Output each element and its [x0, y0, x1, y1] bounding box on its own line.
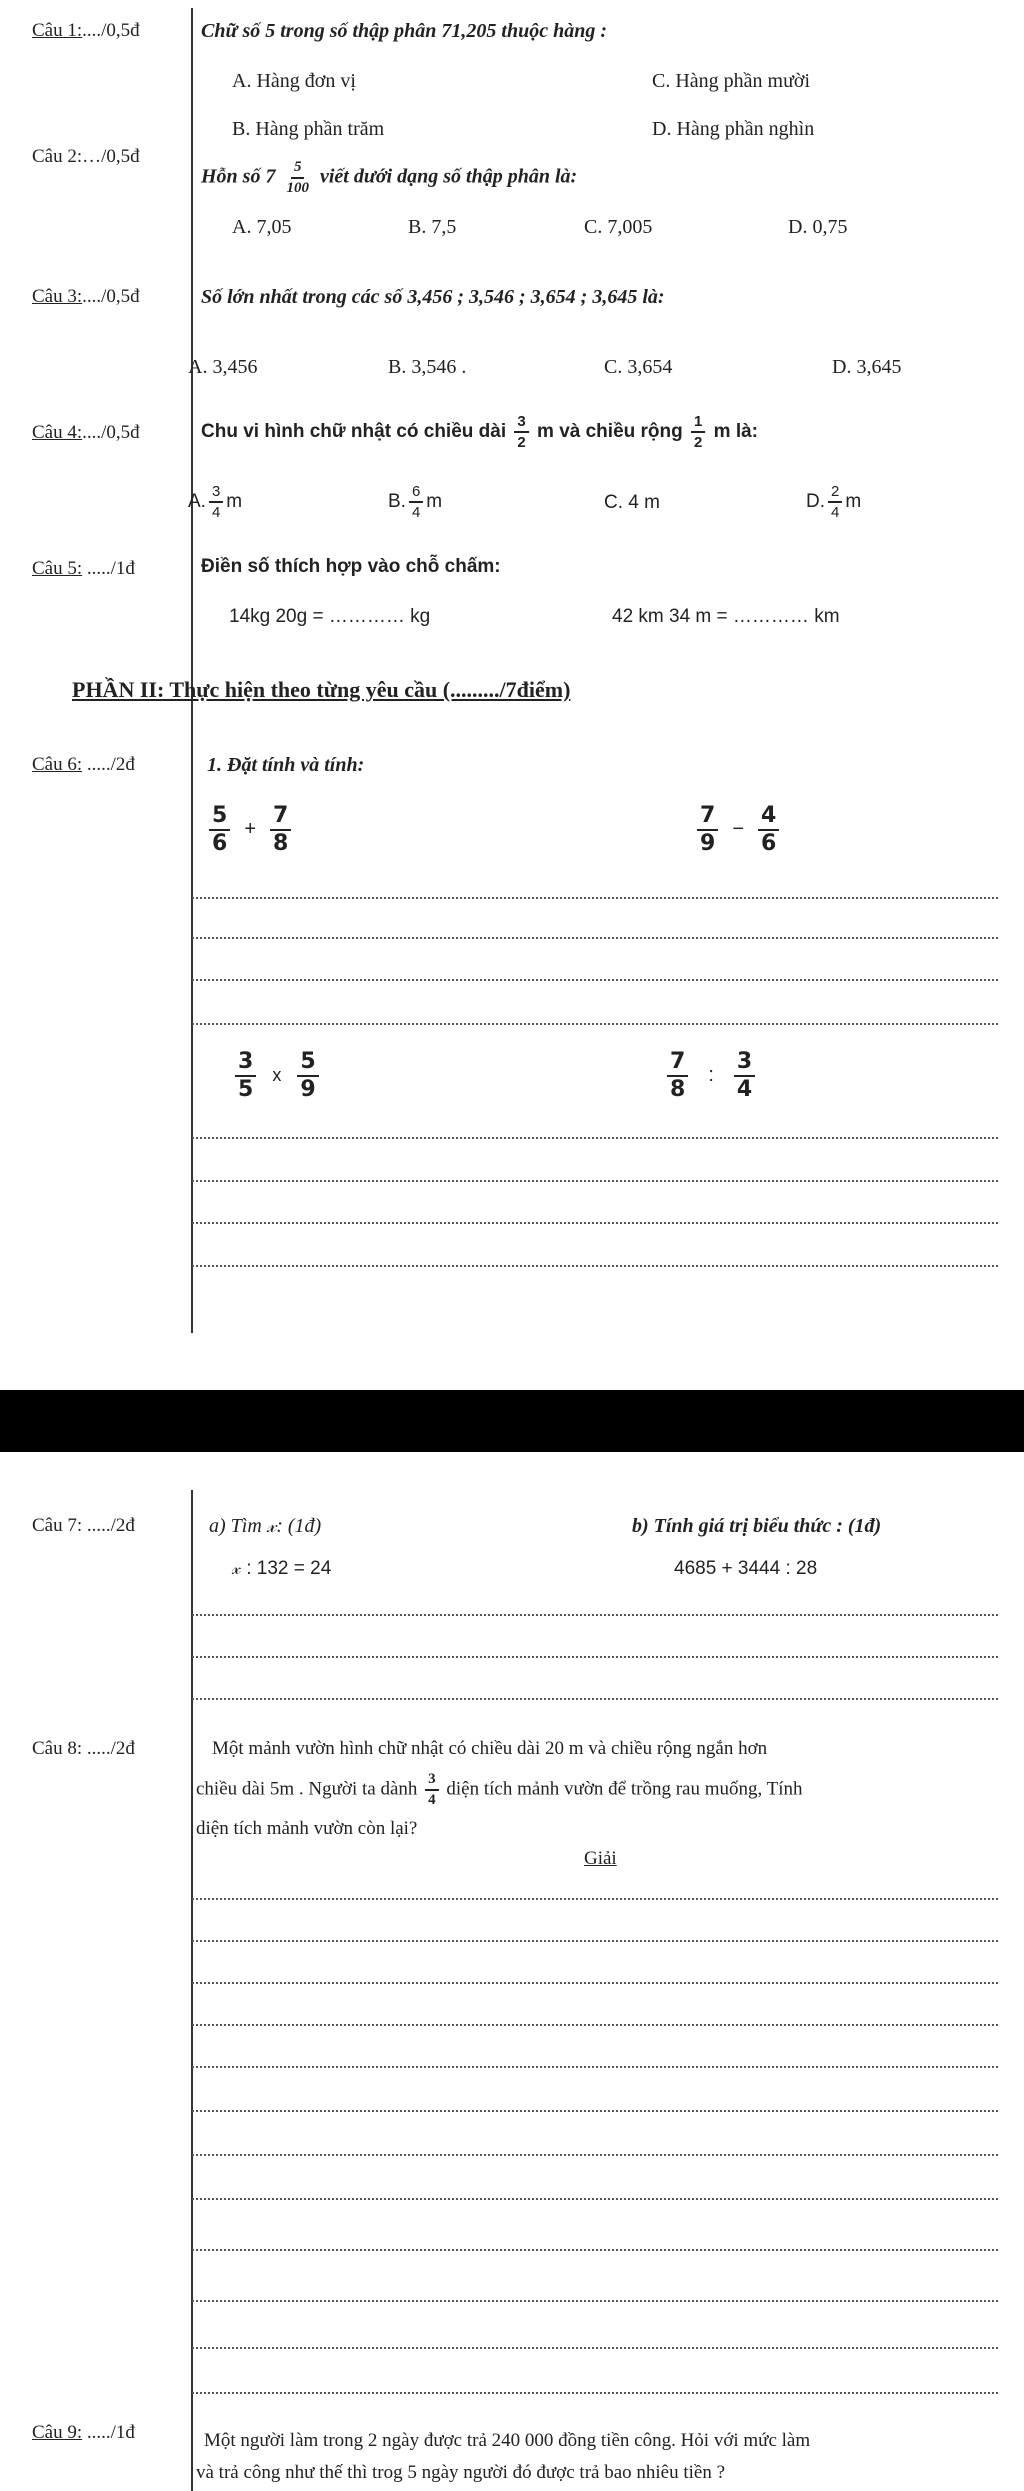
column-divider-bottom [191, 1490, 193, 2491]
q7a-title: a) Tìm 𝓍: (1đ) [209, 1515, 322, 1537]
answer-line[interactable] [192, 1698, 998, 1700]
q4-score: ..../0,5đ [82, 422, 140, 443]
q6-label [32, 754, 135, 776]
q4-stem-post: m là: [713, 421, 758, 443]
q6-e1-n2: 7 [270, 805, 291, 831]
answer-line[interactable] [192, 2198, 998, 2200]
q6-expr-4 [664, 1051, 758, 1101]
q2-stem [201, 160, 577, 196]
answer-line[interactable] [192, 979, 998, 981]
q6-title: 1. Đặt tính và tính: [207, 754, 365, 776]
page-break-band [0, 1390, 1024, 1452]
q4-label [32, 422, 140, 444]
q5-label-text: Câu 5: [32, 558, 83, 579]
q4-stem-mid: m và chiều rộng [537, 421, 683, 443]
q6-e1-frac2 [270, 805, 291, 855]
q8-line1: Một mảnh vườn hình chữ nhật có chiều dài 20 m và chiều rộng ngắn hơn [212, 1738, 768, 1759]
q8-fraction [425, 1772, 439, 1808]
q4-a-den: 4 [211, 504, 221, 521]
q2-option-d[interactable]: D. 0,75 [788, 216, 848, 238]
q2-fraction [283, 160, 312, 196]
q6-e3-frac2 [297, 1051, 318, 1101]
q9-score: ...../1đ [82, 2422, 135, 2443]
q9-label [32, 2422, 135, 2444]
q4-b-unit: m [426, 491, 443, 513]
q3-option-a[interactable]: A. 3,456 [188, 356, 258, 378]
q4-wid-den: 2 [694, 434, 703, 451]
q4-d-fraction [828, 484, 842, 520]
q6-e4-frac1 [667, 1051, 688, 1101]
q6-e4-op: : [708, 1063, 714, 1086]
q8-label: Câu 8: ...../2đ [32, 1738, 135, 1759]
q4-d-num: 2 [828, 484, 842, 503]
q4-len-num: 3 [514, 414, 528, 433]
q4-width-fraction [691, 414, 705, 450]
answer-line[interactable] [192, 1137, 998, 1139]
answer-line[interactable] [192, 2300, 998, 2302]
part2-title: PHẦN II: Thực hiện theo từng yêu cầu (........./7điểm) [72, 677, 571, 702]
q8-line2-pre: chiều dài 5m . Người ta dành [196, 1778, 418, 1800]
q7b-expression: 4685 + 3444 : 28 [674, 1558, 818, 1579]
q9-label-text: Câu 9: [32, 2422, 83, 2443]
answer-line[interactable] [192, 2066, 998, 2068]
q4-option-a[interactable] [188, 484, 242, 520]
q4-option-d[interactable] [806, 484, 861, 520]
q4-len-den: 2 [517, 434, 526, 451]
q4-wid-num: 1 [691, 414, 705, 433]
q7a-expression: 𝓍 : 132 = 24 [232, 1558, 332, 1579]
q8-line3: diện tích mảnh vườn còn lại? [196, 1818, 418, 1839]
q6-e1-frac1 [209, 805, 230, 855]
answer-line[interactable] [192, 2024, 998, 2026]
answer-line[interactable] [192, 937, 998, 939]
q4-label-text: Câu 4: [32, 422, 83, 443]
q6-e4-n2: 3 [734, 1051, 755, 1077]
q6-e1-d1: 6 [212, 831, 228, 856]
answer-line[interactable] [192, 2347, 998, 2349]
q6-e1-op: + [244, 817, 256, 840]
q6-e3-op: x [272, 1064, 282, 1085]
q4-a-num: 3 [209, 484, 223, 503]
q6-e2-n2: 4 [758, 805, 779, 831]
q2-option-b[interactable]: B. 7,5 [408, 216, 457, 238]
q6-label-text: Câu 6: [32, 754, 83, 775]
q1-option-c[interactable]: C. Hàng phần mười [652, 70, 811, 92]
q3-option-d[interactable]: D. 3,645 [832, 356, 902, 378]
q6-e1-d2: 8 [273, 831, 289, 856]
answer-line[interactable] [192, 1656, 998, 1658]
q6-e3-frac1 [235, 1051, 256, 1101]
q6-e4-n1: 7 [667, 1051, 688, 1077]
q4-option-c[interactable]: C. 4 m [604, 492, 660, 513]
q8-frac-den: 4 [428, 1792, 436, 1808]
answer-line[interactable] [192, 2392, 998, 2394]
q2-option-c[interactable]: C. 7,005 [584, 216, 653, 238]
column-divider-top [191, 8, 193, 1333]
q8-solution-heading: Giải [584, 1848, 617, 1869]
q8-frac-num: 3 [425, 1772, 439, 1791]
q6-e4-frac2 [734, 1051, 755, 1101]
q4-a-unit: m [226, 491, 243, 513]
answer-line[interactable] [192, 897, 998, 899]
q1-option-b[interactable]: B. Hàng phần trăm [232, 118, 385, 140]
q1-option-d[interactable]: D. Hàng phần nghìn [652, 118, 815, 140]
answer-line[interactable] [192, 1982, 998, 1984]
q6-score: ...../2đ [82, 754, 135, 775]
q2-option-a[interactable]: A. 7,05 [232, 216, 292, 238]
answer-line[interactable] [192, 1180, 998, 1182]
q3-label [32, 286, 140, 308]
q3-score: ..../0,5đ [82, 286, 140, 307]
answer-line[interactable] [192, 1940, 998, 1942]
q6-e2-op: − [732, 817, 744, 840]
q3-label-text: Câu 3: [32, 286, 83, 307]
q3-option-b[interactable]: B. 3,546 . [388, 356, 467, 378]
q4-a-prefix: A. [188, 491, 206, 513]
q6-e3-n1: 3 [235, 1051, 256, 1077]
q6-expr-1 [206, 805, 294, 855]
q6-expr-2 [694, 805, 782, 855]
q9-line1: Một người làm trong 2 ngày được trả 240 000 đồng tiền công. Hỏi với mức làm [204, 2430, 811, 2451]
q6-e1-n1: 5 [209, 805, 230, 831]
q2-stem-post: viết dưới dạng số thập phân là: [319, 165, 578, 188]
q8-line2-post: diện tích mảnh vườn để trồng rau muống, Tính [446, 1778, 803, 1800]
q1-score: ..../0,5đ [82, 20, 140, 41]
q5-stem: Điền số thích hợp vào chỗ chấm: [201, 556, 501, 577]
answer-line[interactable] [192, 2110, 998, 2112]
q1-label [32, 20, 140, 42]
answer-line[interactable] [192, 1898, 998, 1900]
q4-d-unit: m [845, 491, 862, 513]
q5-blank-km[interactable]: 42 km 34 m = ………… km [612, 606, 840, 627]
q4-length-fraction [514, 414, 528, 450]
answer-line[interactable] [192, 1614, 998, 1616]
q9-line2: và trả công như thế thì trog 5 ngày người đó được trả bao nhiêu tiền ? [196, 2462, 726, 2483]
q4-b-num: 6 [409, 484, 423, 503]
q4-stem [201, 414, 758, 450]
q4-d-den: 4 [831, 504, 840, 521]
q6-e2-frac1 [697, 805, 718, 855]
q6-e2-d2: 6 [761, 831, 777, 856]
q5-blank-kg[interactable]: 14kg 20g = ………… kg [229, 606, 431, 627]
q6-e3-d2: 9 [300, 1077, 316, 1102]
answer-line[interactable] [192, 2249, 998, 2251]
q4-b-prefix: B. [388, 491, 406, 513]
q2-stem-pre: Hỗn số 7 [201, 165, 276, 188]
q2-frac-den: 100 [286, 180, 309, 196]
q8-line2 [196, 1772, 803, 1808]
q1-label-text: Câu 1: [32, 20, 83, 41]
q4-b-fraction [409, 484, 423, 520]
q7-label: Câu 7: ...../2đ [32, 1515, 135, 1536]
q4-stem-pre: Chu vi hình chữ nhật có chiều dài [201, 421, 507, 443]
q2-frac-num: 5 [291, 160, 305, 179]
answer-line[interactable] [192, 1265, 998, 1267]
q6-expr-3 [232, 1051, 322, 1101]
q5-label [32, 558, 135, 580]
q1-stem: Chữ số 5 trong số thập phân 71,205 thuộc hàng : [201, 20, 607, 42]
q3-option-c[interactable]: C. 3,654 [604, 356, 673, 378]
q6-e3-n2: 5 [297, 1051, 318, 1077]
q1-option-a[interactable]: A. Hàng đơn vị [232, 70, 356, 92]
q2-label: Câu 2:…/0,5đ [32, 146, 140, 167]
answer-line[interactable] [192, 2154, 998, 2156]
q6-e2-n1: 7 [697, 805, 718, 831]
q6-e3-d1: 5 [238, 1077, 254, 1102]
answer-line[interactable] [192, 1023, 998, 1025]
q6-e2-d1: 9 [700, 831, 716, 856]
q5-score: ...../1đ [82, 558, 135, 579]
q6-e2-frac2 [758, 805, 779, 855]
q4-a-fraction [209, 484, 223, 520]
q6-e4-d1: 8 [670, 1077, 686, 1102]
q4-option-b[interactable] [388, 484, 442, 520]
q4-d-prefix: D. [806, 491, 825, 513]
q4-b-den: 4 [411, 504, 421, 521]
answer-line[interactable] [192, 1222, 998, 1224]
q3-stem: Số lớn nhất trong các số 3,456 ; 3,546 ; 3,654 ; 3,645 là: [201, 286, 665, 308]
q7b-title: b) Tính giá trị biểu thức : (1đ) [632, 1515, 882, 1537]
q6-e4-d2: 4 [736, 1077, 753, 1102]
